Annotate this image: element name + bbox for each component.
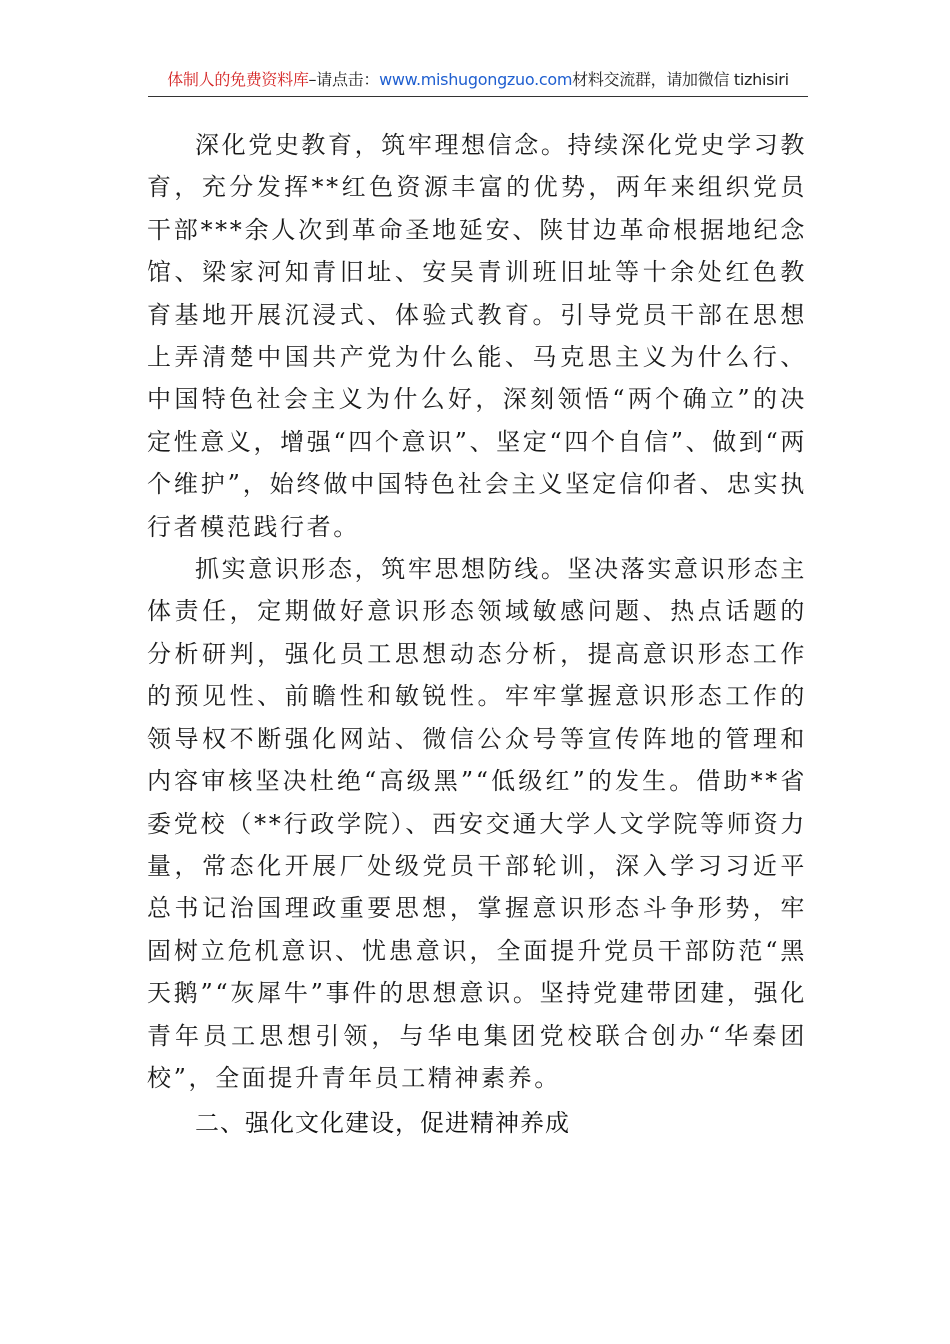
section-heading: 二、强化文化建设，促进精神养成 [195, 1109, 570, 1138]
document-body [147, 124, 807, 1145]
header-website-link[interactable]: www.mishugongzuo.com [379, 70, 573, 89]
header-contact-text: 材料交流群，请加微信 tizhisiri [572, 70, 789, 89]
page-header [148, 66, 808, 97]
paragraph-party-history-education: 深化党史教育，筑牢理想信念。持续深化党史学习教育，充分发挥**红色资源丰富的优势，两年来组织党员干部***余人次到革命圣地延安、陕甘边革命根据地纪念馆、梁家河知青旧址、安吴青训班旧址等十余处红色教育基地开展沉浸式、体验式教育。引导党员干部在思想上弄清楚中国共产党为什么能、马克思主义为什么行、中国特色社会主义为什么好，深刻领悟“两个确立”的决定性意义，增强“四个意识”、坚定“四个自信”、做到“两个维护”，始终做中国特色社会主义坚定信仰者、忠实执行者模范践行者。 [147, 131, 807, 541]
paragraph-ideology-work: 抓实意识形态，筑牢思想防线。坚决落实意识形态主体责任，定期做好意识形态领域敏感问题、热点话题的分析研判，强化员工思想动态分析，提高意识形态工作的预见性、前瞻性和敏锐性。牢牢掌握意识形态工作的领导权不断强化网站、微信公众号等宣传阵地的管理和内容审核坚决杜绝“高级黑”“低级红”的发生。借助**省委党校（**行政学院）、西安交通大学人文学院等师资力量，常态化开展厂处级党员干部轮训，深入学习习近平总书记治国理政重要思想，掌握意识形态斗争形势，牢固树立危机意识、忧患意识，全面提升党员干部防范“黑天鹅”“灰犀牛”事件的思想意识。坚持党建带团建，强化青年员工思想引领，与华电集团党校联合创办“华秦团校”，全面提升青年员工精神素养。 [147, 555, 807, 1092]
header-click-prompt: –请点击： [308, 70, 380, 89]
header-site-name: 体制人的免费资料库 [167, 70, 309, 89]
